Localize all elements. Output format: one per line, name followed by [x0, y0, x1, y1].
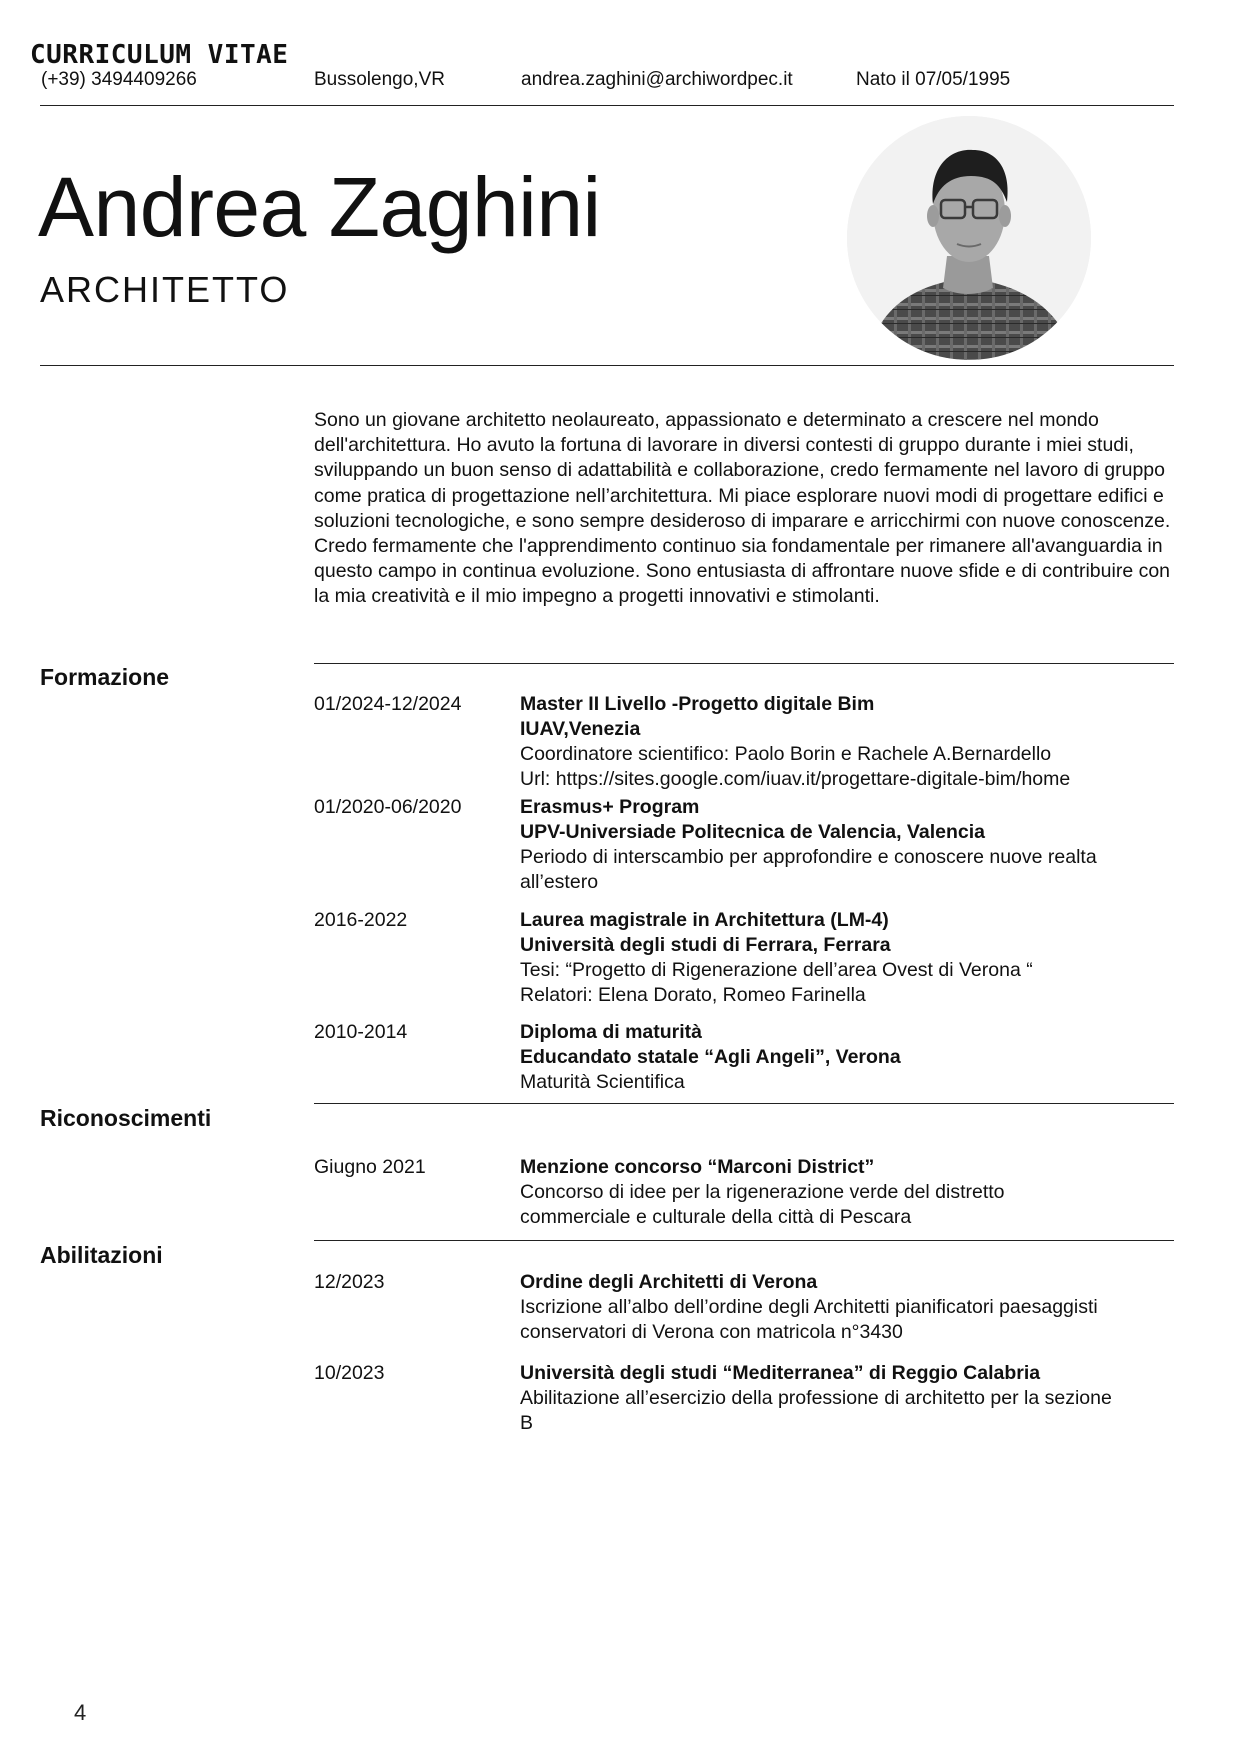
- entry-date: 01/2024-12/2024: [314, 693, 462, 715]
- portrait-illustration: [847, 116, 1091, 360]
- section-title-riconoscimenti: Riconoscimenti: [40, 1105, 212, 1131]
- abilitazioni-divider: [314, 1240, 1174, 1241]
- entry-url: Url: https://sites.google.com/iuav.it/progettare-digitale-bim/home: [520, 768, 1071, 790]
- riconoscimenti-divider: [314, 1103, 1174, 1104]
- page-number: 4: [74, 1700, 87, 1725]
- entry-detail: Periodo di interscambio per approfondire e conoscere nuove realta all’estero: [520, 846, 1097, 893]
- formazione-divider: [314, 663, 1174, 664]
- entry-detail: Coordinatore scientifico: Paolo Borin e Rachele A.Bernardello: [520, 743, 1052, 765]
- entry-title: Università degli studi “Mediterranea” di Reggio Calabria: [520, 1362, 1041, 1384]
- birth-date: Nato il 07/05/1995: [856, 69, 1011, 90]
- person-name: Andrea Zaghini: [38, 160, 601, 254]
- entry-detail: Abilitazione all’esercizio della professione di architetto per la sezione B: [520, 1387, 1112, 1434]
- entry-institution: Educandato statale “Agli Angeli”, Verona: [520, 1046, 901, 1068]
- entry-institution: UPV-Universiade Politecnica de Valencia, Valencia: [520, 821, 985, 843]
- entry-title: Ordine degli Architetti di Verona: [520, 1271, 818, 1293]
- entry-detail: Concorso di idee per la rigenerazione verde del distretto commerciale e culturale della città di Pescara: [520, 1181, 1005, 1228]
- section-title-formazione: Formazione: [40, 664, 170, 690]
- entry-detail: Iscrizione all’albo dell’ordine degli Architetti pianificatori paesaggisti conservatori di Verona con matricola n°3430: [520, 1296, 1098, 1343]
- email: andrea.zaghini@archiwordpec.it: [521, 69, 793, 90]
- entry-date: 2010-2014: [314, 1021, 408, 1043]
- profile-summary: Sono un giovane architetto neolaureato, appassionato e determinato a crescere nel mondo dell'architettura. Ho avuto la fortuna di lavorare in diversi contesti di gruppo durante i miei studi, sviluppando un buon senso di adattabilità e collaborazione, credo fermamente nel lavoro di gruppo come pratica di progettazione nell’architettura. Mi piace esplorare nuovi modi di progettare edifici e soluzioni tecnologiche, e sono sempre desideroso di imparare e arricchirmi con nuove conoscenze. Credo fermamente che l'apprendimento continuo sia fondamentale per rimanere all'avanguardia in questo campo in continua evoluzione. Sono entusiasta di affrontare nuove sfide e di contribuire con la mia creatività e il mio impegno a progetti innovativi e stimolanti.: [314, 409, 1171, 608]
- entry-title: Diploma di maturità: [520, 1021, 703, 1043]
- entry-detail: Relatori: Elena Dorato, Romeo Farinella: [520, 984, 866, 1006]
- header-divider: [40, 105, 1174, 106]
- entry-title: Menzione concorso “Marconi District”: [520, 1156, 875, 1178]
- entry-detail: Maturità Scientifica: [520, 1071, 685, 1093]
- profile-photo: [847, 116, 1091, 360]
- entry-date: 12/2023: [314, 1271, 385, 1293]
- entry-date: Giugno 2021: [314, 1156, 426, 1178]
- entry-date: 01/2020-06/2020: [314, 796, 462, 818]
- entry-detail: Tesi: “Progetto di Rigenerazione dell’area Ovest di Verona “: [520, 959, 1033, 981]
- job-title: ARCHITETTO: [40, 269, 290, 310]
- entry-title: Erasmus+ Program: [520, 796, 700, 818]
- entry-title: Laurea magistrale in Architettura (LM-4): [520, 909, 889, 931]
- entry-date: 2016-2022: [314, 909, 408, 931]
- cv-label: CURRICULUM VITAE: [30, 40, 289, 70]
- entry-date: 10/2023: [314, 1362, 385, 1384]
- entry-institution: Università degli studi di Ferrara, Ferrara: [520, 934, 891, 956]
- entry-institution: IUAV,Venezia: [520, 718, 641, 740]
- entry-title: Master II Livello -Progetto digitale Bim: [520, 693, 875, 715]
- profile-divider: [40, 365, 1174, 366]
- section-title-abilitazioni: Abilitazioni: [40, 1242, 163, 1268]
- phone-number: (+39) 3494409266: [41, 69, 197, 90]
- city: Bussolengo,VR: [314, 69, 445, 90]
